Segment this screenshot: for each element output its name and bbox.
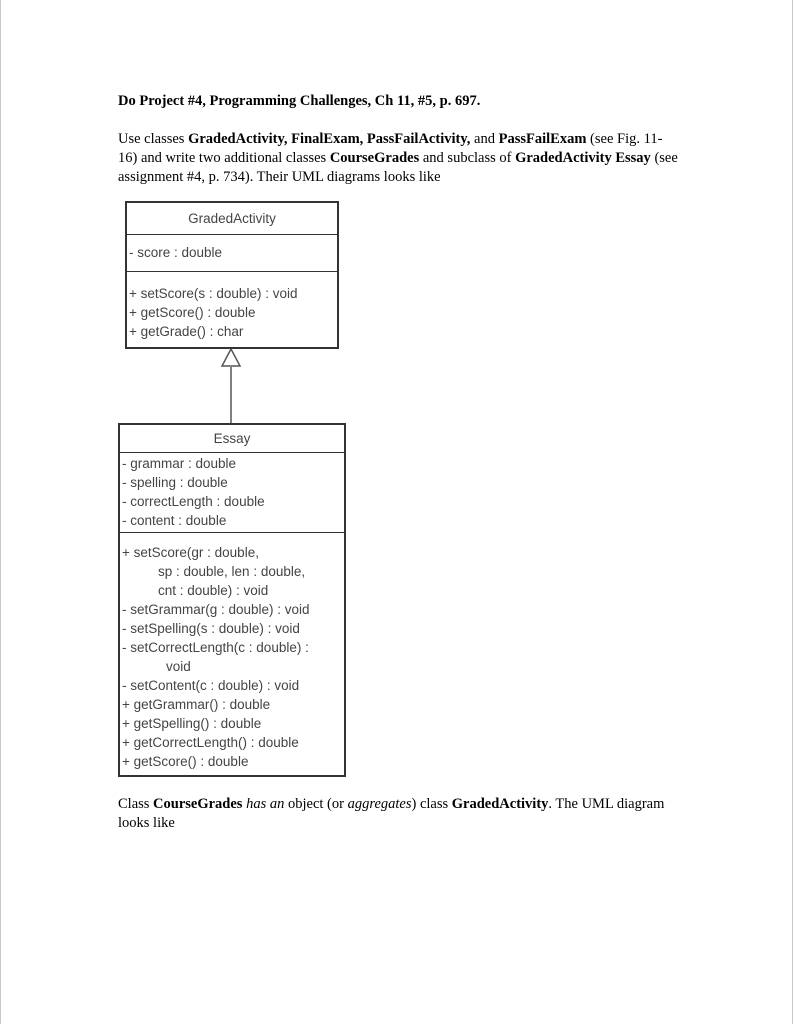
closing-bold-1: CourseGrades [153, 796, 243, 812]
uml-attribute: - score : double [129, 245, 223, 260]
assignment-heading: Do Project #4, Programming Challenges, Ch 11, #5, p. 697. [118, 93, 481, 109]
uml-operation: + getCorrectLength() : double [122, 735, 299, 750]
intro-text-4: and subclass of [419, 150, 516, 166]
closing-text-4: . The UML diagram looks like [118, 796, 665, 831]
uml-attribute: - correctLength : double [122, 494, 265, 509]
uml-operation-continued: sp : double, len : double, [158, 564, 306, 579]
closing-italic-2: aggregates [347, 796, 412, 812]
intro-bold-2: PassFailExam [498, 131, 587, 147]
uml-operation: + getScore() : double [129, 305, 256, 320]
uml-attribute: - content : double [122, 513, 227, 528]
uml-operations [127, 272, 337, 347]
uml-class-name: Essay [120, 425, 344, 453]
uml-class-graded-activity [125, 201, 339, 349]
closing-text-3: ) class [411, 796, 452, 812]
uml-operation: + getSpelling() : double [122, 716, 262, 731]
uml-attributes [127, 235, 337, 272]
intro-text-2: and [470, 131, 499, 147]
uml-operation: + getScore() : double [122, 754, 249, 769]
uml-operation: - setSpelling(s : double) : void [122, 621, 300, 636]
uml-class-essay [118, 423, 346, 777]
uml-attribute: - grammar : double [122, 456, 237, 471]
intro-bold-3: CourseGrades [329, 150, 420, 166]
uml-attribute: - spelling : double [122, 475, 228, 490]
intro-text-1: Use classes [118, 131, 189, 147]
closing-italic-1: has an [242, 796, 285, 812]
uml-operation: + getGrammar() : double [122, 697, 271, 712]
uml-operation: - setGrammar(g : double) : void [122, 602, 310, 617]
uml-operation: + setScore(s : double) : void [129, 286, 298, 301]
closing-text-1: Class [118, 796, 154, 812]
intro-text-3: (see Fig. 11-16) and write two additional classes [118, 131, 663, 166]
intro-bold-4: GradedActivity Essay [515, 150, 651, 166]
uml-operation: - setCorrectLength(c : double) : [122, 640, 309, 655]
intro-bold-1: GradedActivity, FinalExam, PassFailActivity, [188, 131, 471, 147]
uml-operation: + setScore(gr : double, [122, 545, 259, 560]
closing-bold-2: GradedActivity [451, 796, 549, 812]
intro-text-5: (see assignment #4, p. 734). Their UML diagrams looks like [118, 150, 678, 185]
uml-class-name: GradedActivity [127, 203, 337, 235]
uml-operation-continued: cnt : double) : void [158, 583, 269, 598]
closing-paragraph [118, 795, 678, 833]
closing-text-2: object (or [284, 796, 348, 812]
uml-operation-continued: void [166, 659, 191, 674]
uml-operation: + getGrade() : char [129, 324, 244, 339]
inheritance-arrowhead [222, 349, 240, 366]
uml-attributes [120, 453, 344, 533]
uml-operations [120, 533, 344, 775]
uml-operation: - setContent(c : double) : void [122, 678, 300, 693]
